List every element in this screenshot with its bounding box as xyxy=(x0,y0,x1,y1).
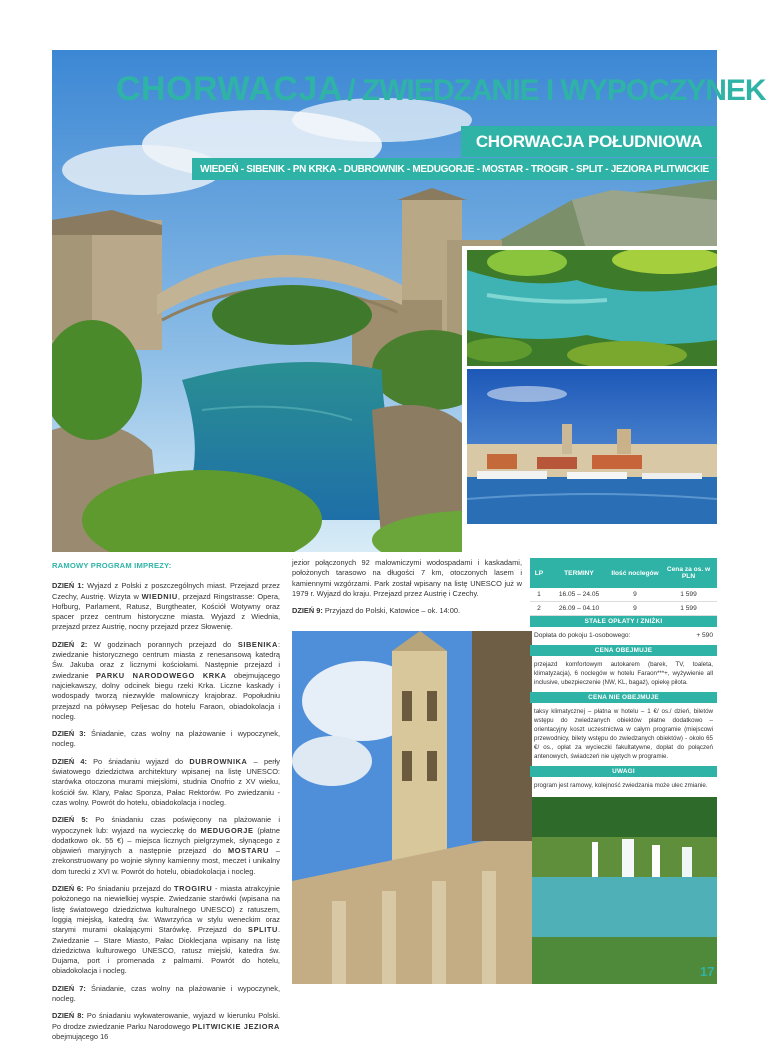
day-2: DZIEŃ 2: W godzinach porannych przejazd do SIBENIKA: zwiedzanie historycznego centrum miasta z renesansową katedrą Św. Jakuba oraz z licznymi kościołami. Następnie przejazd i zwiedzanie PARKU NARODOWEGO KRKA obejmującego najciekawszy, dolny odcinek biegu rzeki Krka. Liczne kaskady i wodospady tworzą niezwykle malowniczy krajobraz. Popołudniu przejazd na półwysep Peljesac do hotelu Faraon, obiadokolacja i nocleg. xyxy=(52,639,280,721)
day-5: DZIEŃ 5: Po śniadaniu czas poświęcony na plażowanie i wypoczynek lub: wyjazd na wycieczkę do MEDUGORJE (płatne dodatkowo ok. 55 €) – miejsca licznych pielgrzymek, słynącego z objawień maryjnych a następnie przejazd do MOSTARU – zrekonstruowany po wojnie słynny kamienny most, meczet i unikalny dom turecki z XVI w. Powrót do hotelu, obiadokolacja i nocleg. xyxy=(52,815,281,876)
photo-split-cathedral xyxy=(292,631,532,984)
day-3: DZIEŃ 3: Śniadanie, czas wolny na plażowanie i wypoczynek, nocleg. xyxy=(52,729,281,749)
header-noclegi: Ilość noclegów xyxy=(611,569,659,577)
photo-krka-waterfalls xyxy=(532,797,717,984)
excludes-heading: CENA NIE OBEJMUJE xyxy=(530,692,717,703)
day-4: DZIEŃ 4: Po śniadaniu wyjazd do DUBROWNIKA – perły światowego dziedzictwa architektury wpisanej na listę UNESCO: starówka otoczona murami miejskimi, studnia Onofrio z XV wieku, kościół św. Klary, Pałac Sponza, Pałac Rektorów. Po zwiedzaniu - czas wolny. Powrót do hotelu, obiadokolacja i nocleg. xyxy=(52,756,280,807)
program-column-1 xyxy=(52,561,280,1049)
title-subtitle: / ZWIEDZANIE I WYPOCZYNEK xyxy=(347,74,766,107)
header-terminy: TERMINY xyxy=(564,569,594,577)
notes-heading: UWAGI xyxy=(530,766,717,777)
fees-heading: STAŁE OPŁATY / ZNIŻKI xyxy=(530,616,717,627)
single-room-fee xyxy=(530,627,717,645)
excludes-text: taksy klimatycznej – płatna w hotelu – 1 €/ os./ dzień, biletów wstępu do zwiedzanych obiektów płatne dodatkowo – orientacyjny koszt uczestnictwa w całym programie (miejscowi przewodnicy, bilety wstępu do zwiedzanych obiektów) - około 65 €/ os., opłat za wycieczki fakultatywne, dopłat do połączeń antenowych, świadczeń nie ujętych w programie. xyxy=(534,708,713,760)
fee-label: Dopłata do pokoju 1-osobowego: xyxy=(534,632,631,639)
day-8: DZIEŃ 8: Po śniadaniu wykwaterowanie, wyjazd w kierunku Polski. Po drodze zwiedzanie Parku Narodowego PLITWICKIE JEZIORA obejmującego 16 xyxy=(52,1011,281,1041)
page-title xyxy=(116,70,766,108)
route-banner: WIEDEŃ - SIBENIK - PN KRKA - DUBROWNIK - MEDUGORJE - MOSTAR - TROGIR - SPLIT - JEZIORA PLITWICKIE xyxy=(192,158,717,180)
table-row: 1 16.05 – 24.05 9 1 599 xyxy=(530,588,717,602)
day-8-continued: jezior połączonych 92 malowniczymi wodospadami i kaskadami, położonych tarasowo na długości 7 km, otoczonych lasem i kamiennymi wzgórzami. Park został wpisany na listę UNESCO już w 1979 r. Wyjazd do kraju. Przejazd przez Austrię i Czechy. xyxy=(292,558,522,598)
page-number: 17 xyxy=(700,964,715,979)
title-country: CHORWACJA xyxy=(116,70,343,108)
day-1: DZIEŃ 1: Wyjazd z Polski z poszczególnych miast. Przejazd przez Czechy, Austrię. Wizyta w WIEDNIU, przejazd Ringstrasse: Opera, Hofburg, Parlament, Ratusz, Burgtheater, Kościół Wotywny oraz spacer przez centrum historyczne miasta. Wyjazd z Wiednia, przejazd przez Austrię, nocny przejazd przez Słowenię. xyxy=(52,581,280,632)
day-6: DZIEŃ 6: Po śniadaniu przejazd do TROGIRU - miasta atrakcyjnie położonego na niewielkiej wyspie. Zwiedzanie starówki (wpisana na listę światowego dziedzictwa kulturalnego UNESCO) z ratuszem, loggią miejską, katedrą św. Wawrzyńca w stylu weneckim oraz starymi murami okalającymi Starówkę. Przejazd do SPLITU. Zwiedzanie – Stare Miasto, Pałac Dioklecjana wpisany na listę dziedzictwa kulturowego UNESCO, ratusz miejski, katedra św. Dujama, port i promenada z palmami. Powrót do hotelu, obiadokolacja i nocleg. xyxy=(52,884,281,976)
header-cena: Cena za os. w PLN xyxy=(666,566,711,580)
day-9: DZIEŃ 9: Przyjazd do Polski, Katowice – ok. 14:00. xyxy=(292,606,461,616)
header-lp: LP xyxy=(534,569,544,577)
price-table xyxy=(530,558,717,795)
fee-value: + 590 xyxy=(696,632,713,639)
photo-plitvice-lakes xyxy=(467,250,717,366)
program-column-2 xyxy=(292,558,522,623)
price-table-header xyxy=(530,558,717,588)
table-row: 2 26.09 – 04.10 9 1 599 xyxy=(530,602,717,616)
program-heading: RAMOWY PROGRAM IMPREZY: xyxy=(52,561,172,570)
day-7: DZIEŃ 7: Śniadanie, czas wolny na plażowanie i wypoczynek, nocleg. xyxy=(52,983,281,1003)
includes-text: przejazd komfortowym autokarem (barek, TV, toaleta, klimatyzacja), 6 noclegów w hotelu Faraon***+, wyżywienie all inclusive, ubezpieczenie (NW, KL, bagaż), opiekę pilota. xyxy=(534,661,713,686)
notes-text: program jest ramowy, kolejność zwiedzania może ulec zmianie. xyxy=(534,782,708,789)
photo-trogir xyxy=(467,369,717,524)
region-banner: CHORWACJA POŁUDNIOWA xyxy=(461,126,717,157)
includes-heading: CENA OBEJMUJE xyxy=(530,645,717,656)
